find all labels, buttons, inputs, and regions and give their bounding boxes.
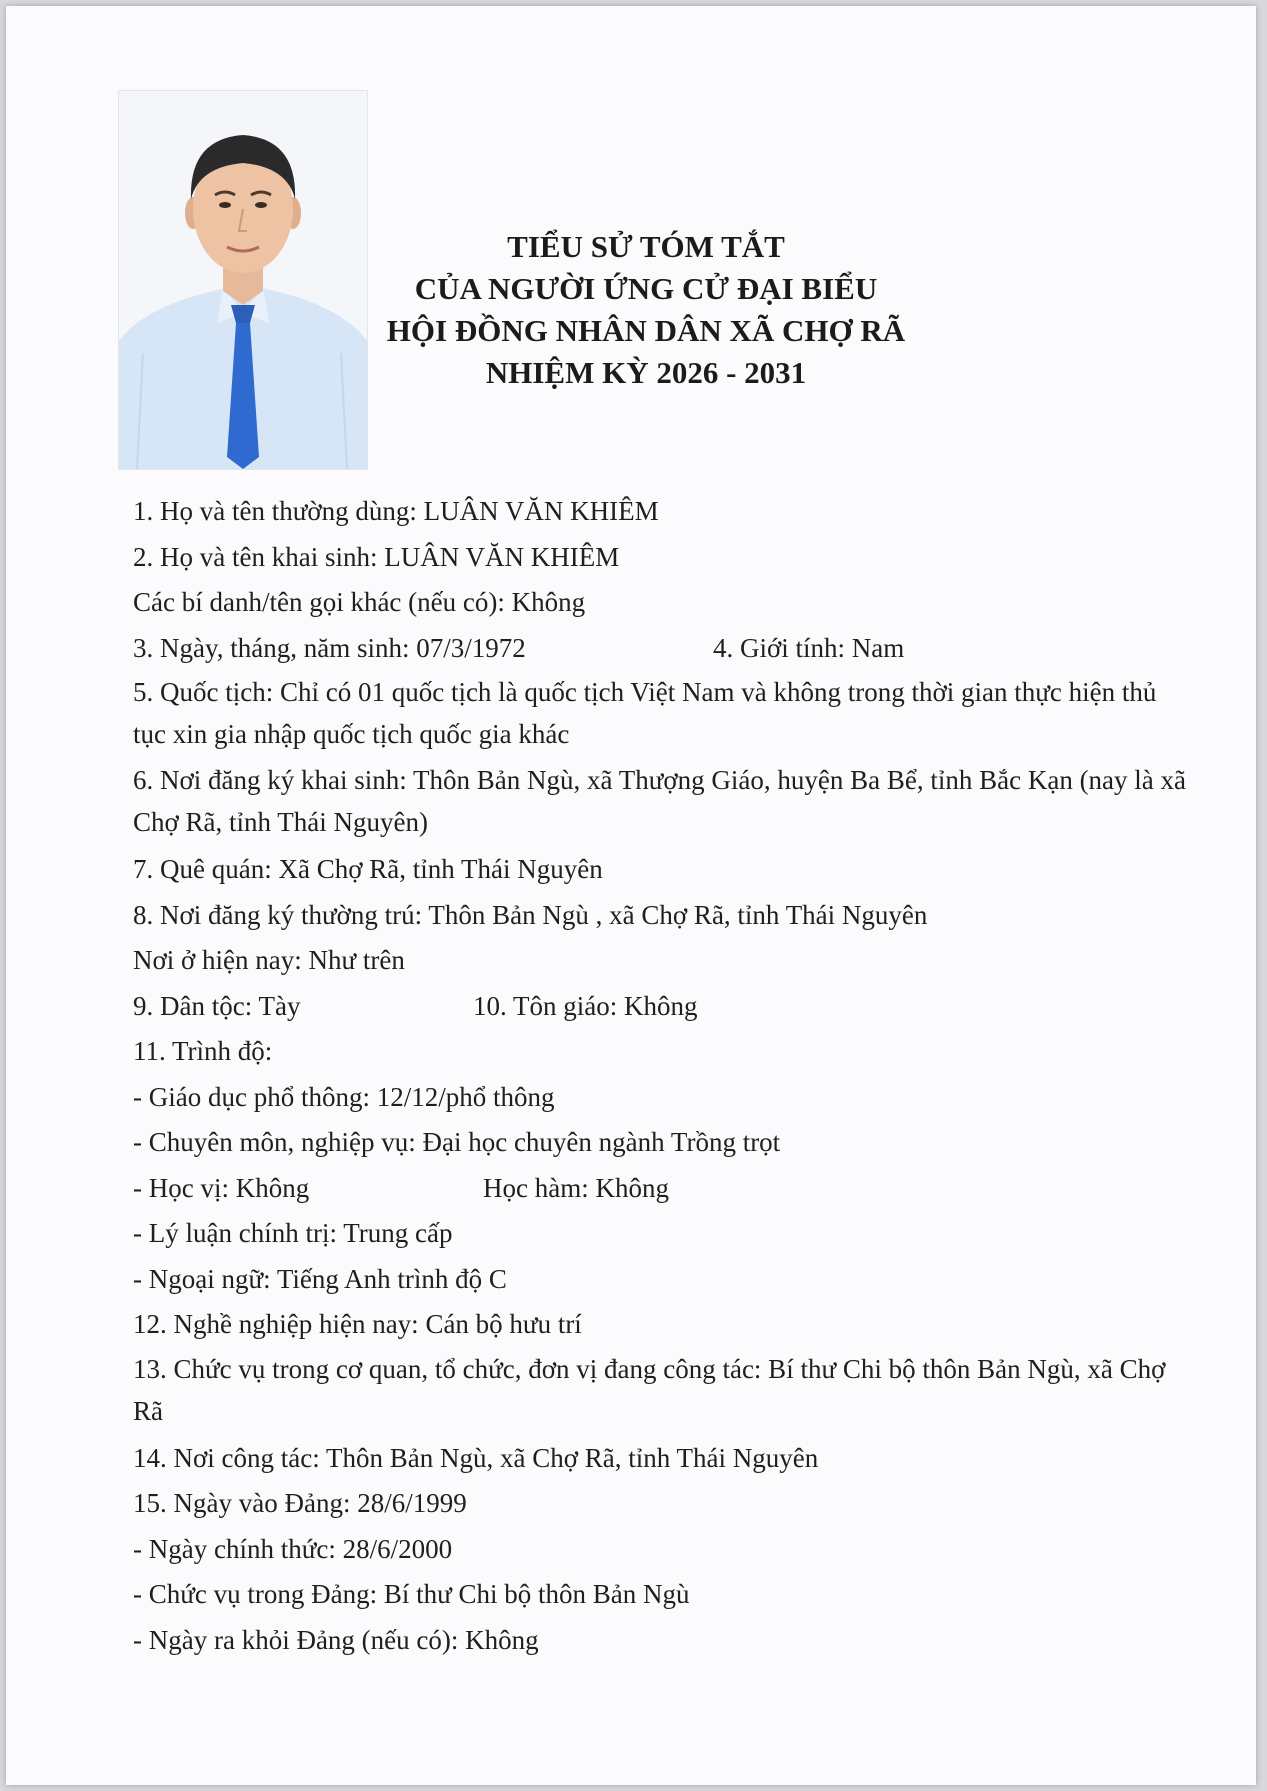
political-theory: - Lý luận chính trị: Trung cấp — [133, 1218, 453, 1248]
permanent-residence: 8. Nơi đăng ký thường trú: Thôn Bản Ngù , xã Chợ Rã, tỉnh Thái Nguyên — [133, 899, 928, 930]
qualifications-heading: 11. Trình độ: — [133, 1036, 273, 1066]
title-line-1: TIỂU SỬ TÓM TẮT — [507, 229, 785, 264]
workplace: 14. Nơi công tác: Thôn Bản Ngù, xã Chợ Rã, tỉnh Thái Nguyên — [133, 1442, 819, 1473]
current-position: 13. Chức vụ trong cơ quan, tổ chức, đơn vị đang công tác: Bí thư Chi bộ thôn Bản Ngù, xã Chợ Rã — [133, 1353, 1166, 1426]
academic-degree: - Học vị: Không — [133, 1172, 310, 1203]
title-line-2: CỦA NGƯỜI ỨNG CỬ ĐẠI BIỂU — [414, 271, 878, 306]
document-page — [6, 6, 1256, 1785]
party-exit-date: - Ngày ra khỏi Đảng (nếu có): Không — [133, 1624, 539, 1655]
date-of-birth: 3. Ngày, tháng, năm sinh: 07/3/1972 — [133, 632, 526, 663]
current-occupation: 12. Nghề nghiệp hiện nay: Cán bộ hưu trí — [133, 1309, 582, 1339]
portrait-image — [119, 91, 367, 469]
current-residence: Nơi ở hiện nay: Như trên — [133, 945, 405, 975]
general-education: - Giáo dục phổ thông: 12/12/phổ thông — [133, 1081, 555, 1112]
ethnicity: 9. Dân tộc: Tày — [133, 990, 301, 1021]
birth-registration-place: 6. Nơi đăng ký khai sinh: Thôn Bản Ngù, xã Thượng Giáo, huyện Ba Bể, tỉnh Bắc Kạn (nay là xã Chợ Rã, tỉnh Thái Nguyên) — [133, 765, 1187, 837]
title-line-3: HỘI ĐỒNG NHÂN DÂN XÃ CHỢ RÃ — [386, 313, 906, 348]
hometown: 7. Quê quán: Xã Chợ Rã, tỉnh Thái Nguyên — [133, 854, 603, 884]
degree-title-row — [133, 1166, 1193, 1212]
academic-title: Học hàm: Không — [483, 1172, 669, 1203]
foreign-language: - Ngoại ngữ: Tiếng Anh trình độ C — [133, 1263, 507, 1294]
gender: 4. Giới tính: Nam — [713, 632, 905, 663]
biography-body — [133, 489, 1193, 1663]
party-join-date: 15. Ngày vào Đảng: 28/6/1999 — [133, 1488, 467, 1518]
common-name: 1. Họ và tên thường dùng: LUÂN VĂN KHIÊM — [133, 496, 659, 526]
document-title — [336, 226, 956, 394]
ethnicity-religion-row — [133, 984, 1193, 1030]
aliases: Các bí danh/tên gọi khác (nếu có): Không — [133, 587, 586, 617]
birth-name: 2. Họ và tên khai sinh: LUÂN VĂN KHIÊM — [133, 541, 620, 572]
title-line-4: NHIỆM KỲ 2026 - 2031 — [485, 355, 807, 390]
nationality: 5. Quốc tịch: Chỉ có 01 quốc tịch là quốc tịch Việt Nam và không trong thời gian thực hiện thủ tục xin gia nhập quốc tịch quốc gia khác — [133, 677, 1157, 749]
religion: 10. Tôn giáo: Không — [473, 990, 698, 1021]
specialty: - Chuyên môn, nghiệp vụ: Đại học chuyên ngành Trồng trọt — [133, 1127, 781, 1157]
birth-gender-row — [133, 626, 1193, 672]
portrait-photo — [118, 90, 368, 470]
party-official-date: - Ngày chính thức: 28/6/2000 — [133, 1533, 453, 1564]
party-position: - Chức vụ trong Đảng: Bí thư Chi bộ thôn Bản Ngù — [133, 1579, 690, 1609]
